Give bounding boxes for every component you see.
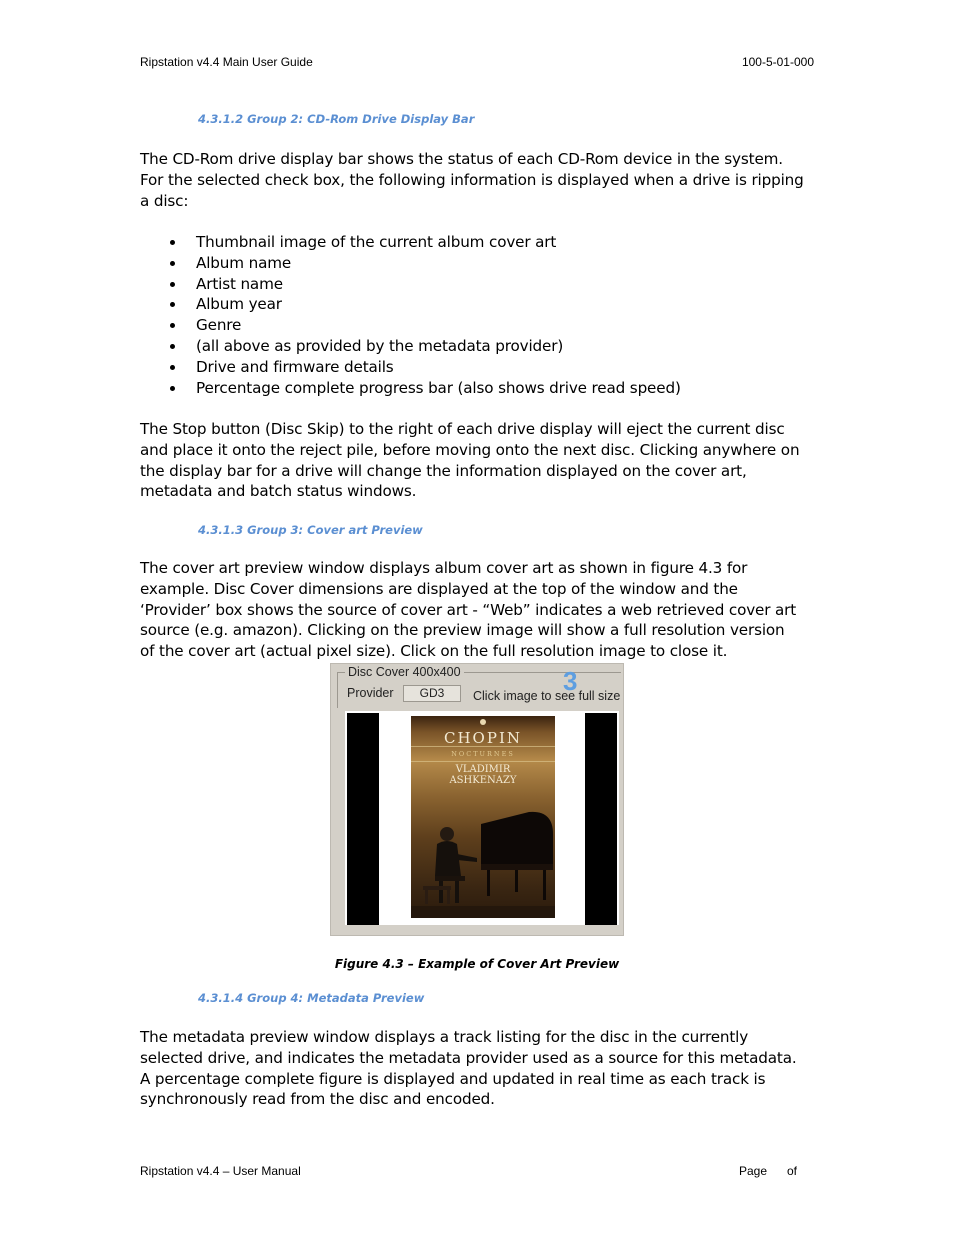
letterbox-bar-right — [585, 713, 617, 925]
text-line: metadata and batch status windows. — [140, 482, 417, 501]
text-line: a disc: — [140, 191, 189, 210]
info-bullet-list — [140, 232, 820, 398]
footer-of-label: of — [787, 1164, 798, 1178]
text-line: synchronously read from the disc and encoded. — [140, 1090, 495, 1109]
section-heading-group2: 4.3.1.2 Group 2: CD-Rom Drive Display Bar — [198, 112, 475, 126]
text-line: The metadata preview window displays a track listing for the disc in the currently — [140, 1028, 749, 1046]
full-size-hint: Click image to see full size — [473, 689, 621, 703]
provider-label: Provider — [347, 686, 394, 700]
bullet-icon — [170, 240, 175, 245]
list-item: Thumbnail image of the current album cover art — [140, 232, 820, 253]
bullet-icon — [170, 323, 175, 328]
list-item: Album name — [140, 253, 820, 274]
group2-stop-button-description — [140, 419, 820, 502]
text-line: of the cover art (actual pixel size). Click on the full resolution image to close it. — [140, 642, 728, 661]
text-line: ‘Provider’ box shows the source of cover art - “Web” indicates a web retrieved cover art — [140, 600, 797, 619]
text-line: example. Disc Cover dimensions are displayed at the top of the window and the — [140, 579, 738, 598]
text-line: For the selected check box, the following information is displayed when a drive is ripping — [140, 170, 804, 189]
text-line: The cover art preview window displays album cover art as shown in figure 4.3 for — [140, 559, 748, 577]
text-line: and place it onto the reject pile, before moving onto the next disc. Clicking anywhere on — [140, 440, 800, 459]
list-item: (all above as provided by the metadata provider) — [140, 336, 820, 357]
footer-title: Ripstation v4.4 – User Manual — [140, 1164, 301, 1178]
bullet-icon — [170, 344, 175, 349]
bullet-icon — [170, 365, 175, 370]
text-line: source (e.g. amazon). Clicking on the preview image will show a full resolution version — [140, 621, 785, 640]
text-line: The CD-Rom drive display bar shows the status of each CD-Rom device in the system. — [140, 150, 783, 168]
text-line: The Stop button (Disc Skip) to the right of each drive display will eject the current disc — [140, 420, 785, 438]
section-heading-group4: 4.3.1.4 Group 4: Metadata Preview — [198, 991, 425, 1005]
cover-title: CHOPIN — [444, 729, 522, 747]
list-item: Genre — [140, 315, 820, 336]
disc-cover-dimensions: Disc Cover 400x400 — [345, 665, 464, 679]
cover-artist-last: ASHKENAZY — [449, 775, 517, 786]
text-line: A percentage complete figure is displayed and updated in real time as each track is — [140, 1069, 766, 1088]
cover-subtitle: NOCTURNES — [451, 750, 515, 758]
section-heading-group3: 4.3.1.3 Group 3: Cover art Preview — [198, 523, 423, 537]
provider-field: GD3 — [403, 685, 461, 702]
album-cover-image[interactable] — [411, 716, 555, 918]
header-title: Ripstation v4.4 Main User Guide — [140, 55, 313, 69]
bullet-icon — [170, 302, 175, 307]
footer-page-label: Page — [739, 1164, 768, 1178]
group-number-marker: 3 — [563, 666, 578, 696]
bullet-icon — [170, 261, 175, 266]
bullet-icon — [170, 282, 175, 287]
bullet-icon — [170, 386, 175, 391]
group2-intro — [140, 149, 820, 211]
group4-description — [140, 1027, 820, 1110]
header-doc-number: 100-5-01-000 — [741, 55, 814, 69]
list-item: Artist name — [140, 274, 820, 295]
list-item: Drive and firmware details — [140, 357, 820, 378]
letterbox-bar-left — [347, 713, 379, 925]
text-line: selected drive, and indicates the metadata provider used as a source for this metadata. — [140, 1048, 797, 1067]
list-item: Album year — [140, 294, 820, 315]
list-item: Percentage complete progress bar (also shows drive read speed) — [140, 378, 820, 399]
cover-art-preview-window — [330, 663, 624, 936]
cover-artist-first: VLADIMIR — [455, 764, 511, 775]
text-line: the display bar for a drive will change the information displayed on the cover art, — [140, 461, 747, 480]
figure-caption: Figure 4.3 – Example of Cover Art Preview — [334, 957, 620, 971]
group3-description — [140, 558, 820, 662]
